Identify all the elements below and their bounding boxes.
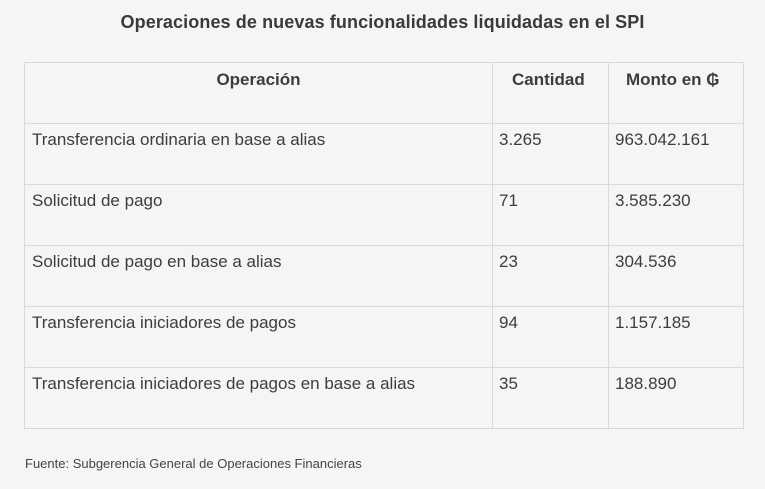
table-row [25,368,744,429]
cell-operation: Solicitud de pago [25,185,493,246]
cell-quantity: 23 [493,246,609,307]
cell-quantity: 3.265 [493,124,609,185]
column-header-operation: Operación [25,63,493,124]
source-note: Fuente: Subgerencia General de Operaciones Financieras [25,456,362,471]
column-header-amount: Monto en ₲ [609,63,744,124]
cell-operation: Transferencia iniciadores de pagos en base a alias [25,368,493,429]
table-row [25,124,744,185]
operations-table [24,62,744,429]
table-row [25,246,744,307]
table-row [25,307,744,368]
table-header-row [25,63,744,124]
cell-amount: 963.042.161 [609,124,744,185]
cell-operation: Solicitud de pago en base a alias [25,246,493,307]
table-row [25,185,744,246]
cell-quantity: 94 [493,307,609,368]
cell-quantity: 71 [493,185,609,246]
column-header-quantity: Cantidad [493,63,609,124]
cell-amount: 188.890 [609,368,744,429]
cell-quantity: 35 [493,368,609,429]
table-title: Operaciones de nuevas funcionalidades liquidadas en el SPI [120,12,645,32]
cell-operation: Transferencia ordinaria en base a alias [25,124,493,185]
cell-amount: 3.585.230 [609,185,744,246]
cell-amount: 304.536 [609,246,744,307]
cell-amount: 1.157.185 [609,307,744,368]
cell-operation: Transferencia iniciadores de pagos [25,307,493,368]
